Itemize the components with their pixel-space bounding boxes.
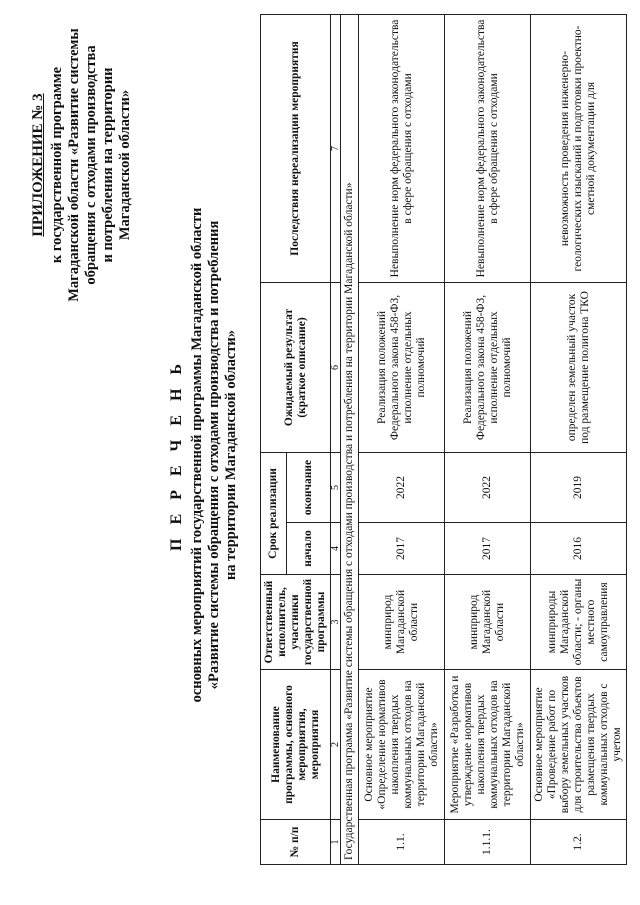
- row-result: Реализация положений Федерального закона 458-ФЗ, исполнение отдельных полномочий: [445, 282, 531, 452]
- column-number-row: [331, 14, 341, 864]
- row-consequences: Невыполнение норм федерального законодательства в сфере обращения с отходами: [445, 14, 531, 282]
- row-consequences: невозможность проведения инженерно-геологических изысканий и подготовки проектно-сметной документации для: [531, 14, 627, 282]
- header-num: № п/п: [261, 820, 331, 865]
- column-number: 5: [331, 452, 341, 522]
- row-result: определен земельный участок под размещение полигона ТКО: [531, 282, 627, 452]
- row-name: Основное мероприятие «Определение нормативов накопления твердых коммунальных отходов на территории Магаданской области»: [359, 670, 445, 820]
- column-number: 4: [331, 523, 341, 575]
- row-executor: минприроды Магаданской области; - органы местного самоуправления: [531, 575, 627, 670]
- row-start: 2017: [359, 523, 445, 575]
- table-header-row: [261, 14, 287, 864]
- document-subtitle-line: основных мероприятий государственной программы Магаданской области: [189, 207, 205, 703]
- row-num: 1.1.1.: [445, 820, 531, 865]
- row-executor: минприрод Магаданской области: [359, 575, 445, 670]
- rotated-document-page: [20, 15, 623, 885]
- header-executor: Ответственный исполнитель, участники государственной программы: [261, 575, 331, 670]
- header-name: Наименование программы, основного мероприятия, мероприятия: [261, 670, 331, 820]
- row-name: Основное мероприятие «Проведение работ по выбору земельных участков для строительства объектов размещения твердых коммунальных отходов с учетом: [531, 670, 627, 820]
- row-name: Мероприятие «Разработка и утверждение нормативов накопления твердых коммунальных отходов на территории Магаданской области»: [445, 670, 531, 820]
- program-row: [341, 14, 359, 864]
- appendix-line: к государственной программе: [49, 66, 65, 264]
- appendix-line: Магаданской области»: [117, 89, 133, 241]
- header-start: начало: [287, 523, 331, 575]
- header-consequences: Последствия нереализации мероприятия: [261, 14, 331, 282]
- column-number: 3: [331, 575, 341, 670]
- row-executor: минприрод Магаданской области: [445, 575, 531, 670]
- table-row: [531, 14, 627, 864]
- document-title-block: [168, 175, 240, 735]
- header-period: Срок реализации: [261, 452, 287, 574]
- document-title: П Е Р Е Ч Е Н Ь: [168, 359, 185, 551]
- document-subtitle-line: «Развитие системы обращения с отходами производства и потребления: [206, 220, 222, 690]
- appendix-line: Магаданской области «Развитие системы: [66, 28, 82, 302]
- row-consequences: Невыполнение норм федерального законодательства в сфере обращения с отходами: [359, 14, 445, 282]
- row-end: 2019: [531, 452, 627, 522]
- table-row: [359, 14, 445, 864]
- row-start: 2016: [531, 523, 627, 575]
- column-number: 2: [331, 670, 341, 820]
- column-number: 1: [331, 820, 341, 865]
- appendix-title: ПРИЛОЖЕНИЕ № 3: [30, 93, 46, 237]
- row-result: Реализация положений Федерального закона 458-ФЗ, исполнение отдельных полномочий: [359, 282, 445, 452]
- appendix-line: обращения с отходами производства: [83, 45, 99, 285]
- document-subtitle-line: на территории Магаданской области»: [223, 329, 239, 581]
- column-number: 7: [331, 14, 341, 282]
- row-end: 2022: [359, 452, 445, 522]
- appendix-line: и потребления на территории: [100, 67, 116, 263]
- row-end: 2022: [445, 452, 531, 522]
- header-result: Ожидаемый результат (краткое описание): [261, 282, 331, 452]
- activities-table: [260, 14, 627, 865]
- column-number: 6: [331, 282, 341, 452]
- row-num: 1.1.: [359, 820, 445, 865]
- header-end: окончание: [287, 452, 331, 522]
- table-row: [445, 14, 531, 864]
- row-start: 2017: [445, 523, 531, 575]
- appendix-header: [30, 25, 134, 305]
- row-num: 1.2.: [531, 820, 627, 865]
- program-title: Государственная программа «Развитие системы обращения с отходами производства и потребления на территории Магаданской области»: [341, 14, 359, 864]
